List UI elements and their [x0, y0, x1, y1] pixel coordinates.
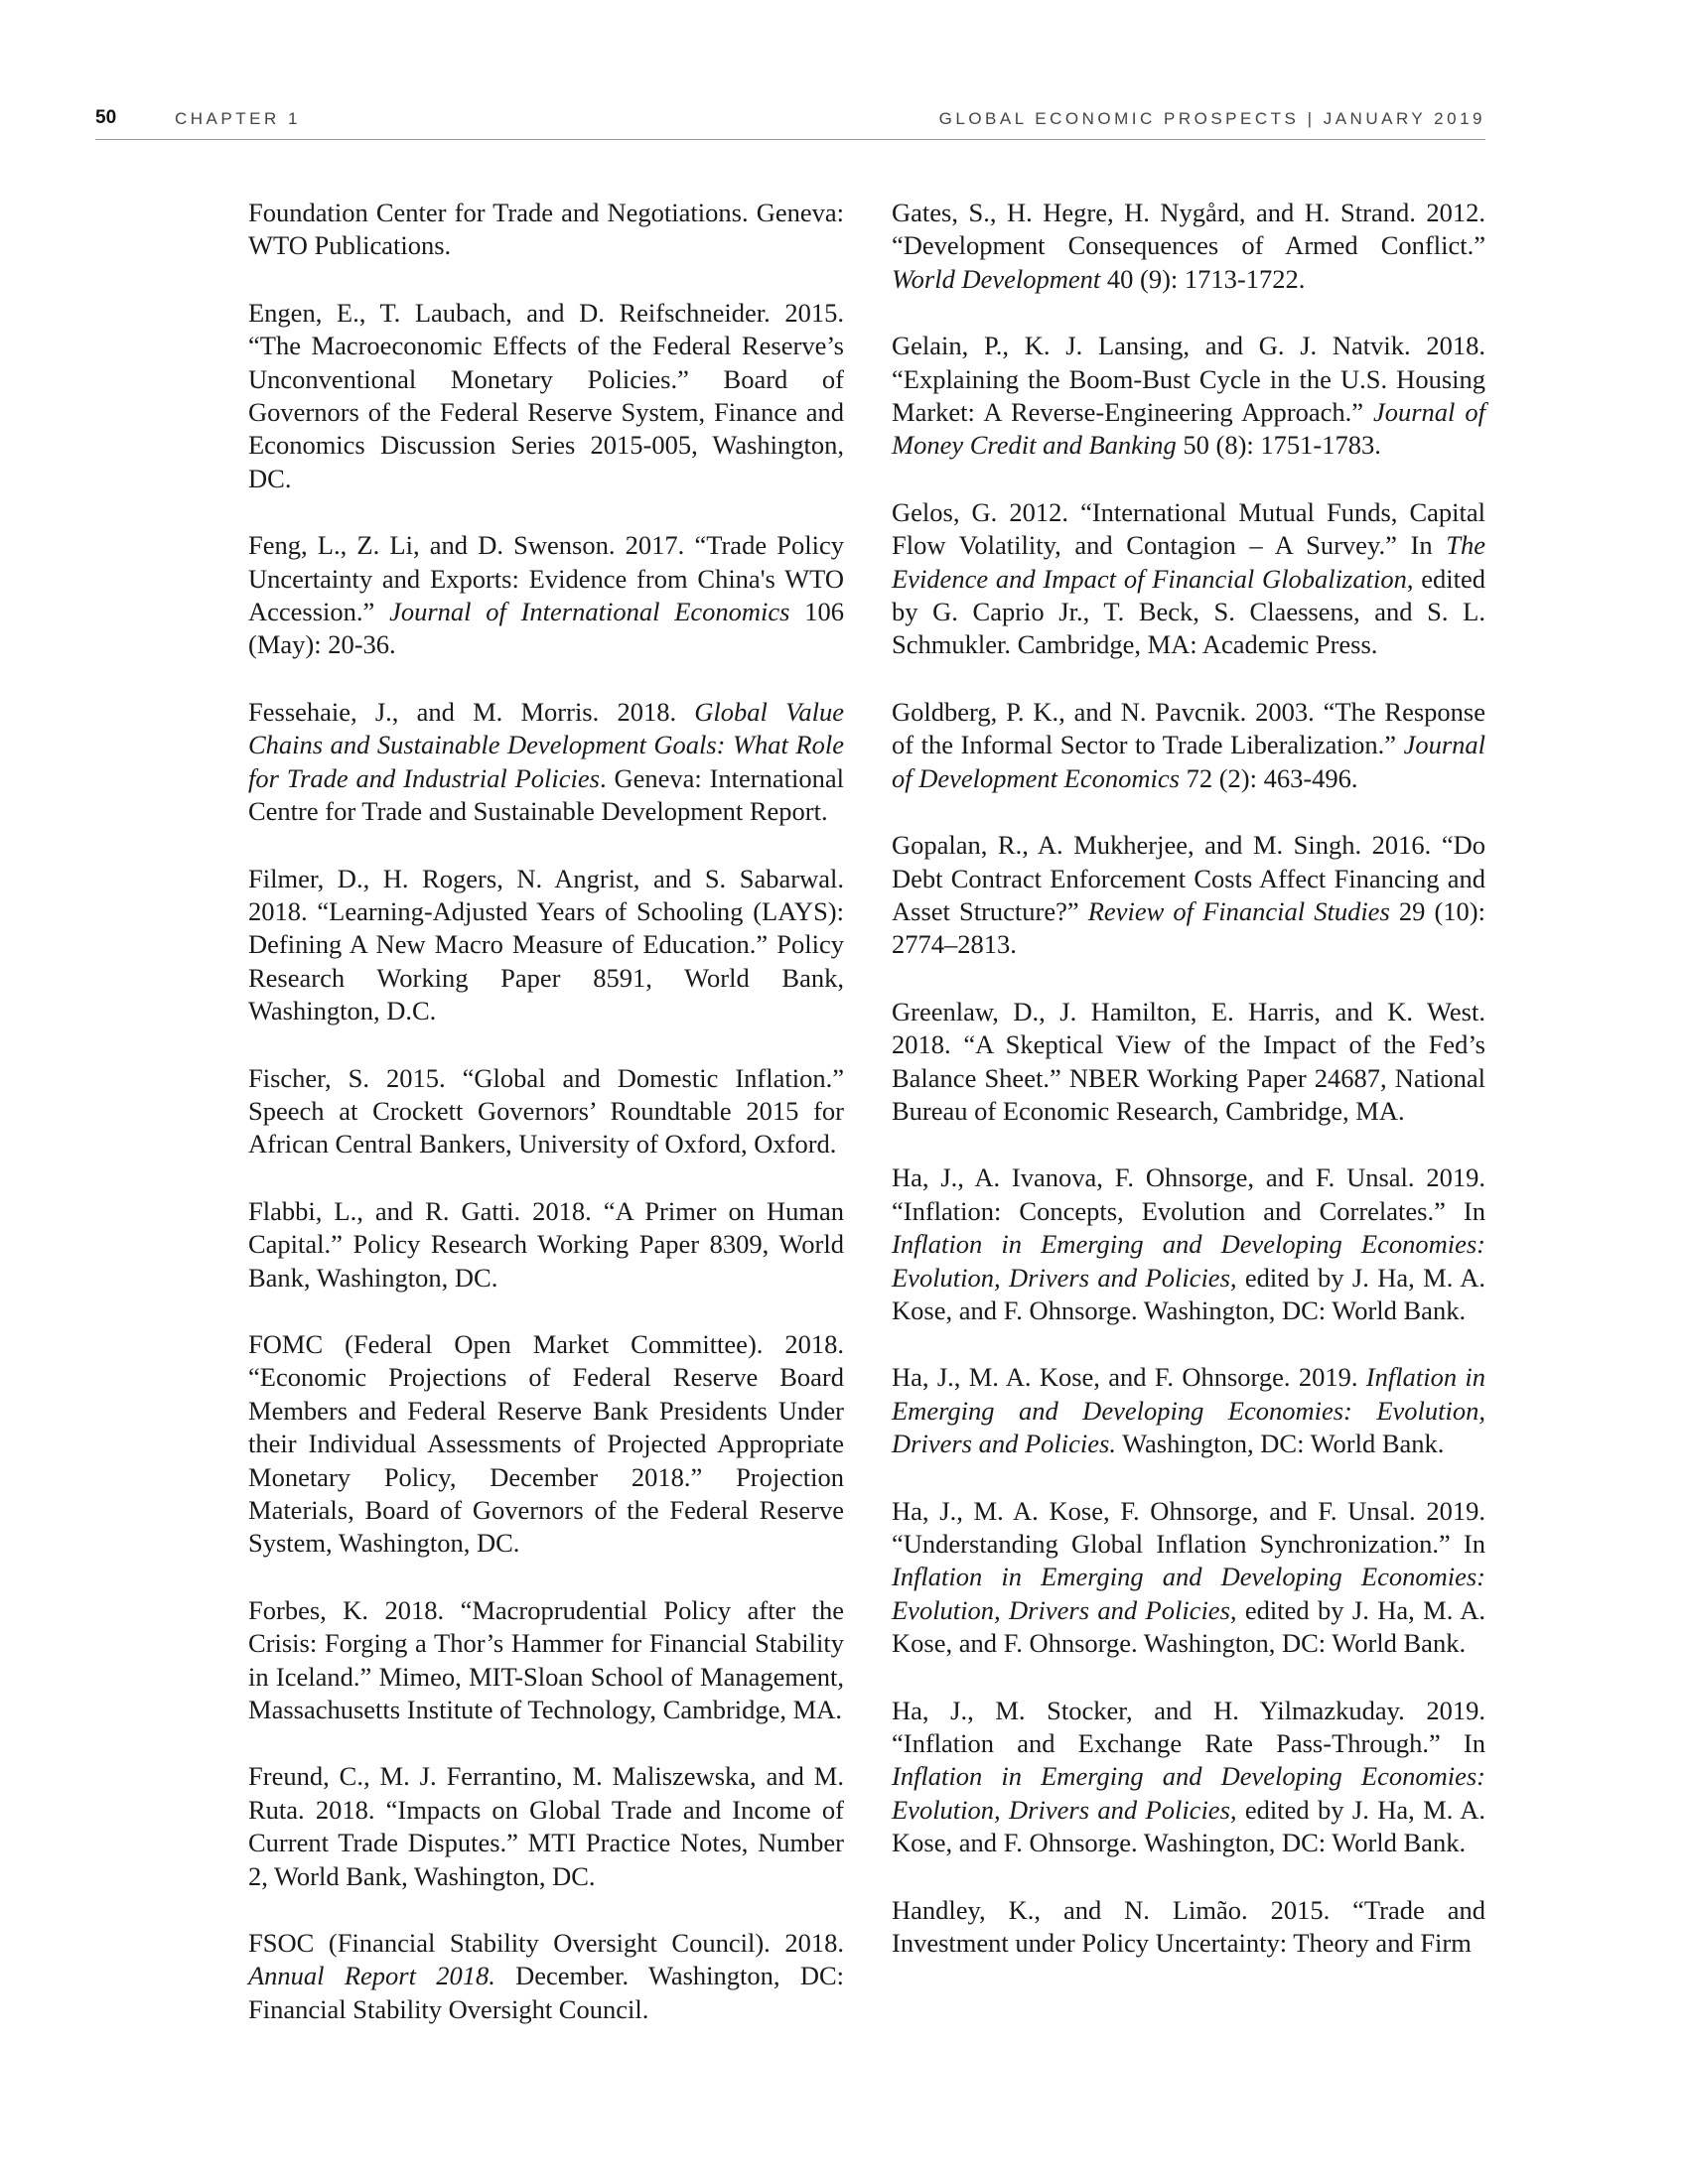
right-reference-column — [892, 197, 1485, 1993]
reference-text: December. Washington, DC: Financial Stability Oversight Council. — [248, 1961, 844, 2024]
reference-text: , edited by G. Caprio Jr., T. Beck, S. Claessens, and S. L. Schmukler. Cambridge, MA: Academic Press. — [892, 563, 1485, 660]
reference-title-italic: Inflation in Emerging and Developing Economies: Evolution, Drivers and Policies, — [892, 1761, 1485, 1825]
reference-text: Ha, J., M. A. Kose, F. Ohnsorge, and F. Unsal. 2019. “Understanding Global Inflation Synchronization.” In — [892, 1495, 1485, 1559]
reference-entry — [892, 696, 1485, 795]
reference-entry — [892, 1695, 1485, 1860]
reference-entry — [248, 1328, 844, 1561]
reference-text: edited by J. Ha, M. A. Kose, and F. Ohnsorge. Washington, DC: World Bank. — [892, 1594, 1485, 1659]
reference-text: Ha, J., M. Stocker, and H. Yilmazkuday. 2019. “Inflation and Exchange Rate Pass-Through.” In — [892, 1695, 1485, 1759]
running-title: GLOBAL ECONOMIC PROSPECTS | JANUARY 2019 — [938, 109, 1485, 128]
reference-text: Ha, J., M. A. Kose, and F. Ohnsorge. 2019. — [892, 1362, 1366, 1393]
reference-title-italic: Annual Report 2018. — [248, 1961, 495, 1991]
reference-entry — [892, 996, 1485, 1129]
reference-entry — [248, 297, 844, 495]
reference-text: FOMC (Federal Open Market Committee). 2018. “Economic Projections of Federal Reserve Board Members and Federal Reserve Bank Presidents Under their Individual Assessments of Projected Appropriate Monetary Policy, December 2018.” Projection Materials, Board of Governors of the Federal Reserve System, Washington, DC. — [248, 1328, 844, 1559]
reference-text: Feng, L., Z. Li, and D. Swenson. 2017. “Trade Policy Uncertainty and Exports: Evidence from China's WTO Accession.” — [248, 530, 844, 627]
reference-title-italic: Journal of International Economics — [389, 597, 790, 627]
reference-text: Ha, J., A. Ivanova, F. Ohnsorge, and F. Unsal. 2019. “Inflation: Concepts, Evolution and Correlates.” In — [892, 1162, 1485, 1226]
reference-title-italic: Review of Financial Studies — [1087, 895, 1390, 926]
reference-text: Fessehaie, J., and M. Morris. 2018. — [248, 696, 695, 727]
reference-title-italic: Inflation in Emerging and Developing Economies: Evolution, Drivers and Policies, — [892, 1229, 1485, 1293]
reference-text: Foundation Center for Trade and Negotiations. Geneva: WTO Publications. — [248, 198, 844, 261]
reference-entry — [892, 197, 1485, 296]
reference-text: . Geneva: International Centre for Trade and Sustainable Development Report. — [248, 762, 844, 827]
reference-entry — [892, 496, 1485, 662]
reference-entry — [248, 1927, 844, 2026]
reference-entry — [892, 1495, 1485, 1661]
reference-text: 40 (9): 1713-1722. — [1100, 263, 1306, 294]
reference-text: Greenlaw, D., J. Hamilton, E. Harris, and K. West. 2018. “A Skeptical View of the Impact of the Fed’s Balance Sheet.” NBER Working Paper 24687, National Bureau of Economic Research, Cambridge, MA. — [892, 996, 1485, 1126]
reference-entry — [892, 1894, 1485, 1961]
reference-text: Fischer, S. 2015. “Global and Domestic Inflation.” Speech at Crockett Governors’ Roundtable 2015 for African Central Bankers, University of Oxford, Oxford. — [248, 1062, 844, 1160]
reference-entry — [892, 829, 1485, 962]
reference-entry — [248, 1062, 844, 1161]
page-header — [95, 103, 1485, 140]
page-number: 50 — [95, 107, 117, 128]
reference-entry — [892, 1161, 1485, 1327]
reference-text: Handley, K., and N. Limão. 2015. “Trade and Investment under Policy Uncertainty: Theory and Firm — [892, 1894, 1485, 1959]
reference-entry — [248, 863, 844, 1028]
reference-text: Filmer, D., H. Rogers, N. Angrist, and S. Sabarwal. 2018. “Learning-Adjusted Years of Schooling (LAYS): Defining A New Macro Measure of Education.” Policy Research Working Paper 8591, World Bank, Washington, D.C. — [248, 863, 844, 1026]
reference-entry — [892, 330, 1485, 463]
reference-text: Gopalan, R., A. Mukherjee, and M. Singh. 2016. “Do Debt Contract Enforcement Costs Affect Financing and Asset Structure?” — [892, 830, 1485, 926]
reference-text: edited by J. Ha, M. A. Kose, and F. Ohnsorge. Washington, DC: World Bank. — [892, 1794, 1485, 1858]
reference-text: FSOC (Financial Stability Oversight Council). 2018. — [248, 1928, 844, 1959]
reference-text: edited by J. Ha, M. A. Kose, and F. Ohnsorge. Washington, DC: World Bank. — [892, 1262, 1485, 1325]
reference-entry — [248, 529, 844, 662]
reference-title-italic: Global Value Chains and Sustainable Development Goals: What Role for Trade and Industrial Policies — [248, 696, 844, 793]
reference-text: Gelain, P., K. J. Lansing, and G. J. Natvik. 2018. “Explaining the Boom-Bust Cycle in the U.S. Housing Market: A Reverse-Engineering Approach.” — [892, 331, 1485, 428]
reference-text: 106 (May): 20-36. — [248, 597, 844, 660]
reference-text: Forbes, K. 2018. “Macroprudential Policy after the Crisis: Forging a Thor’s Hammer for Financial Stability in Iceland.” Mimeo, MIT-Sloan School of Management, Massachusetts Institute of Technology, Cambridge, MA. — [248, 1594, 844, 1725]
reference-text: Flabbi, L., and R. Gatti. 2018. “A Primer on Human Capital.” Policy Research Working Paper 8309, World Bank, Washington, DC. — [248, 1195, 844, 1293]
left-reference-column — [248, 197, 844, 2060]
reference-entry — [248, 1760, 844, 1893]
reference-entry — [892, 1361, 1485, 1460]
reference-text: Gelos, G. 2012. “International Mutual Funds, Capital Flow Volatility, and Contagion – A Survey.” In — [892, 496, 1485, 561]
reference-text: 72 (2): 463-496. — [1179, 762, 1358, 793]
reference-title-italic: Inflation in Emerging and Developing Economies: Evolution, Drivers and Policies, — [892, 1562, 1485, 1625]
chapter-label: CHAPTER 1 — [175, 109, 301, 128]
reference-entry — [248, 1594, 844, 1727]
reference-title-italic: The Evidence and Impact of Financial Globalization — [892, 530, 1485, 594]
reference-text: 50 (8): 1751-1783. — [1176, 430, 1381, 461]
reference-entry — [248, 197, 844, 263]
reference-entry — [248, 1195, 844, 1295]
reference-title-italic: World Development — [892, 263, 1101, 294]
reference-text: Washington, DC: World Bank. — [1115, 1429, 1445, 1459]
reference-title-italic: Inflation in Emerging and Developing Economies: Evolution, Drivers and Policies. — [892, 1362, 1485, 1459]
reference-text: Goldberg, P. K., and N. Pavcnik. 2003. “The Response of the Informal Sector to Trade Liberalization.” — [892, 696, 1485, 760]
reference-text: 29 (10): 2774–2813. — [892, 895, 1485, 960]
reference-entry — [248, 696, 844, 829]
reference-text: Engen, E., T. Laubach, and D. Reifschneider. 2015. “The Macroeconomic Effects of the Federal Reserve’s Unconventional Monetary Policies.” Board of Governors of the Federal Reserve System, Finance and Economics Discussion Series 2015-005, Washington, DC. — [248, 297, 844, 493]
reference-title-italic: Journal of Money Credit and Banking — [892, 397, 1485, 461]
reference-text: Freund, C., M. J. Ferrantino, M. Maliszewska, and M. Ruta. 2018. “Impacts on Global Trade and Income of Current Trade Disputes.” MTI Practice Notes, Number 2, World Bank, Washington, DC. — [248, 1761, 844, 1891]
reference-title-italic: Journal of Development Economics — [892, 730, 1485, 793]
reference-text: Gates, S., H. Hegre, H. Nygård, and H. Strand. 2012. “Development Consequences of Armed Conflict.” — [892, 198, 1485, 261]
